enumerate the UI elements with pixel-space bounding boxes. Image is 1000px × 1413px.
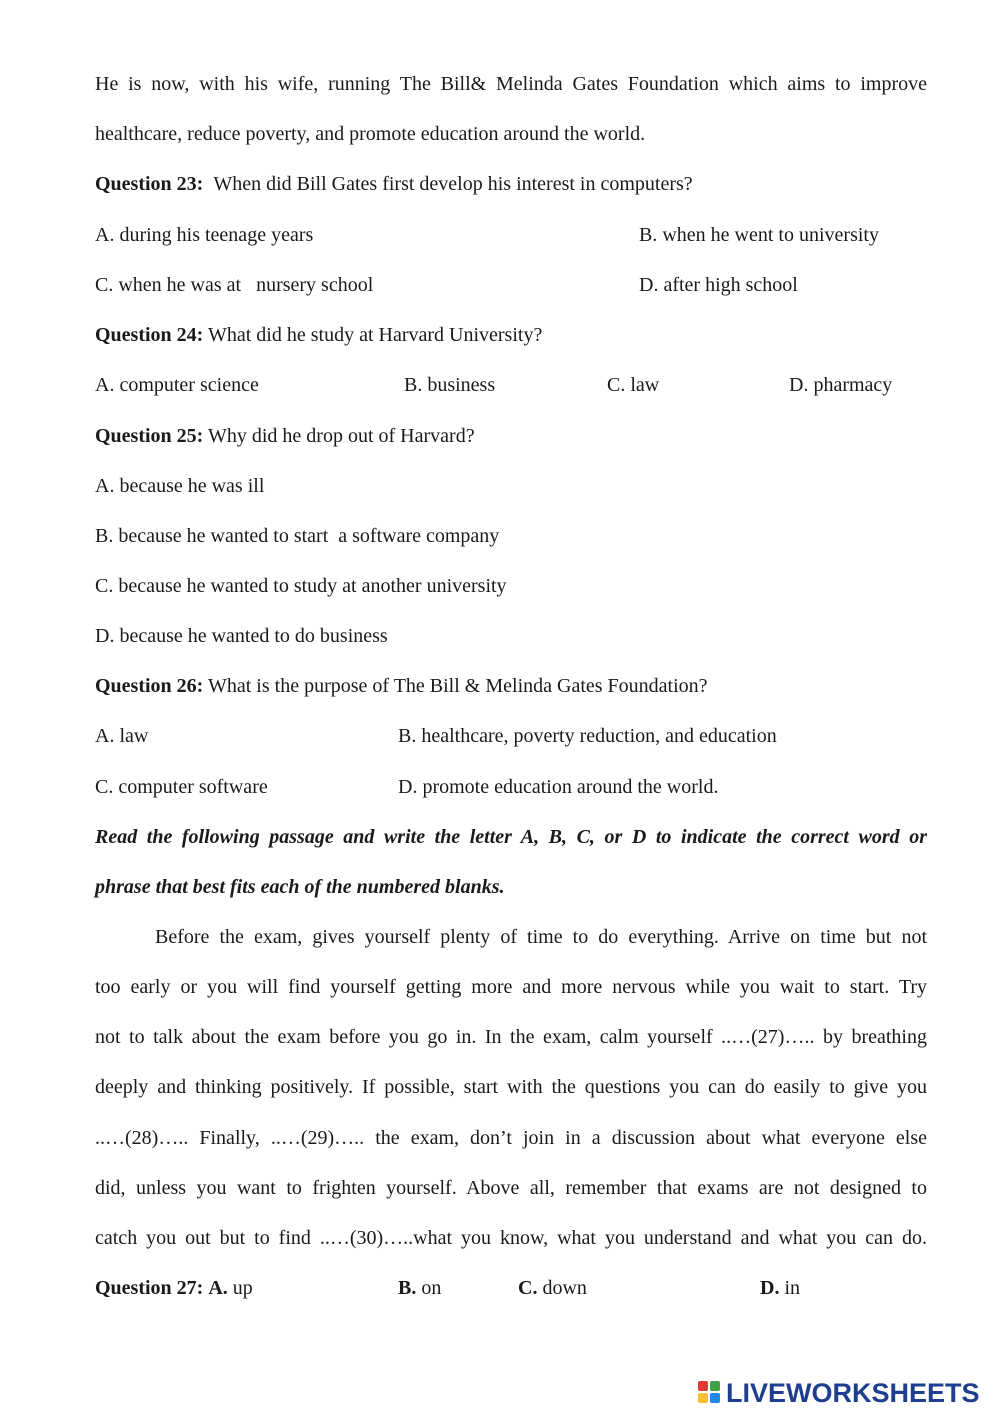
- q26-option-a: A. law: [95, 725, 149, 747]
- option-letter: C.: [518, 1277, 538, 1299]
- cloze-line-4: deeply and thinking positively. If possible, start with the questions you can do easily to give you: [95, 1076, 927, 1098]
- question-label: Question 23:: [95, 173, 204, 195]
- option-letter: A.: [208, 1277, 228, 1299]
- question-text: What is the purpose of The Bill & Melinda Gates Foundation?: [207, 675, 708, 697]
- question-26: [95, 674, 708, 698]
- option-letter: D.: [760, 1277, 780, 1299]
- cloze-line-6: did, unless you want to frighten yourself. Above all, remember that exams are not designed to: [95, 1177, 927, 1199]
- instruction-line-2: phrase that best fits each of the numbered blanks.: [95, 876, 505, 898]
- q27-option-c-wrap: [518, 1276, 587, 1300]
- q24-option-d: D. pharmacy: [789, 374, 893, 396]
- liveworksheets-logo-icon: [698, 1379, 724, 1407]
- instruction-line-1: Read the following passage and write the letter A, B, C, or D to indicate the correct word or: [95, 826, 927, 848]
- question-label: Question 27:: [95, 1277, 204, 1299]
- question-25: [95, 424, 475, 448]
- q26-option-d: D. promote education around the world.: [398, 776, 719, 798]
- passage-line-1: He is now, with his wife, running The Bill& Melinda Gates Foundation which aims to improve: [95, 73, 927, 95]
- option-letter: B.: [398, 1277, 417, 1299]
- q25-option-d: D. because he wanted to do business: [95, 625, 388, 647]
- question-23: [95, 172, 693, 196]
- passage-line-2: healthcare, reduce poverty, and promote education around the world.: [95, 123, 646, 145]
- question-label: Question 24:: [95, 324, 204, 346]
- cloze-line-7: catch you out but to find ..…(30)…..what you know, what you understand and what you can do.: [95, 1227, 927, 1249]
- q27-option-b: on: [421, 1277, 442, 1299]
- question-24: [95, 323, 542, 347]
- q25-option-c: C. because he wanted to study at another university: [95, 575, 507, 597]
- q24-option-a: A. computer science: [95, 374, 259, 396]
- q23-option-b: B. when he went to university: [639, 224, 879, 246]
- question-text: When did Bill Gates first develop his interest in computers?: [213, 173, 693, 195]
- question-text: What did he study at Harvard University?: [207, 324, 543, 346]
- q23-option-d: D. after high school: [639, 274, 798, 296]
- question-label: Question 25:: [95, 425, 204, 447]
- q27-option-a: up: [232, 1277, 253, 1299]
- question-27: [95, 1276, 253, 1300]
- q23-option-c: C. when he was at nursery school: [95, 274, 374, 296]
- question-text: Why did he drop out of Harvard?: [207, 425, 475, 447]
- q24-option-c: C. law: [607, 374, 660, 396]
- cloze-line-3: not to talk about the exam before you go in. In the exam, calm yourself ..…(27)….. by breathing: [95, 1026, 927, 1048]
- q27-option-d-wrap: [760, 1276, 800, 1300]
- cloze-line-1: Before the exam, gives yourself plenty of time to do everything. Arrive on time but not: [155, 926, 927, 948]
- q27-option-c: down: [542, 1277, 587, 1299]
- liveworksheets-logo: [698, 1376, 980, 1410]
- liveworksheets-wordmark: LIVEWORKSHEETS: [726, 1377, 980, 1408]
- q25-option-b: B. because he wanted to start a software company: [95, 525, 500, 547]
- q26-option-c: C. computer software: [95, 776, 268, 798]
- q25-option-a: A. because he was ill: [95, 475, 265, 497]
- cloze-line-2: too early or you will find yourself getting more and more nervous while you wait to start. Try: [95, 976, 927, 998]
- q24-option-b: B. business: [404, 374, 496, 396]
- question-label: Question 26:: [95, 675, 204, 697]
- q27-option-b-wrap: [398, 1276, 441, 1300]
- cloze-line-5: ..…(28)….. Finally, ..…(29)….. the exam, don’t join in a discussion about what everyone else: [95, 1127, 927, 1149]
- q26-option-b: B. healthcare, poverty reduction, and education: [398, 725, 777, 747]
- q23-option-a: A. during his teenage years: [95, 224, 314, 246]
- q27-option-d: in: [784, 1277, 801, 1299]
